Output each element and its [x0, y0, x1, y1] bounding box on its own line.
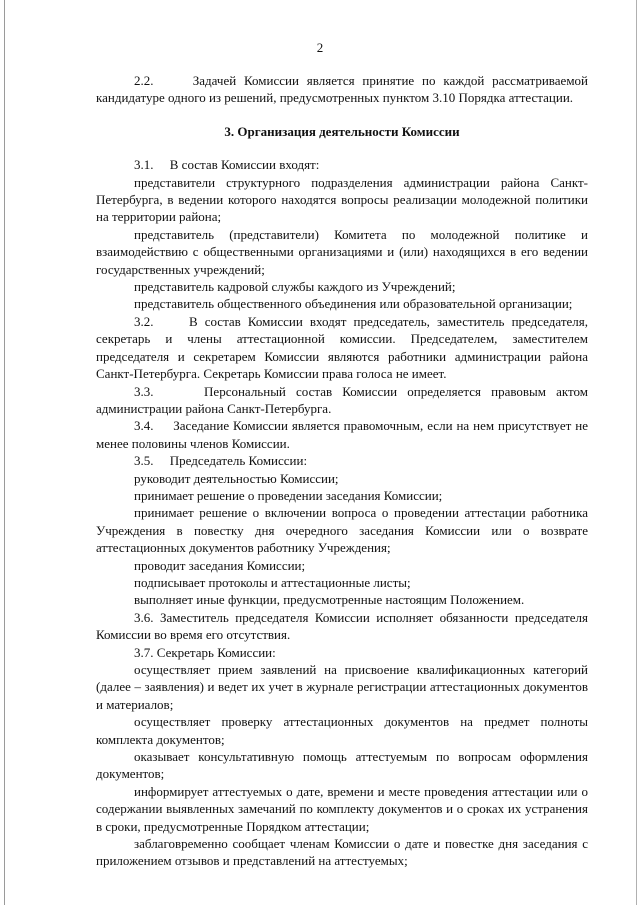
scan-edge-right: [636, 0, 637, 905]
paragraph-3-5-item: проводит заседания Комиссии;: [134, 557, 306, 573]
paragraph-3-5-item: принимает решение о проведении заседания Комиссии;: [134, 487, 443, 503]
paragraph-3-7-item: оказывает консультативную помощь аттестуемым по вопросам оформления документов;: [96, 749, 588, 782]
scan-edge-left: [4, 0, 5, 905]
paragraph-3-7-item: информирует аттестуемых о дате, времени и месте проведения аттестации или о содержании выявленных замечаний по комплекту документов и о сроках их устранения в сроки, предусмотренные Порядком аттестации;: [96, 783, 588, 834]
document-body: [96, 72, 588, 870]
paragraph-3-1-item: представитель общественного объединения или образовательной организации;: [134, 296, 573, 312]
paragraph-3-4: 3.4. Заседание Комиссии является правомочным, если на нем присутствует не менее половины членов Комиссии.: [96, 418, 588, 451]
paragraph-3-5-item: подписывает протоколы и аттестационные листы;: [134, 574, 411, 590]
paragraph-3-1-item: представители структурного подразделения администрации района Санкт-Петербурга, в ведении которого находятся вопросы реализации молодежной политики на территории района;: [96, 174, 588, 225]
paragraph-3-1: 3.1. В состав Комиссии входят:: [134, 157, 320, 173]
paragraph-3-7-item: заблаговременно сообщает членам Комиссии о дате и повестке дня заседания с приложением отзывов и представлений на аттестуемых;: [96, 836, 588, 869]
paragraph-3-7-item: осуществляет проверку аттестационных документов на предмет полноты комплекта документов;: [96, 714, 588, 747]
paragraph-3-3: 3.3. Персональный состав Комиссии определяется правовым актом администрации района Санкт-Петербурга.: [96, 383, 588, 416]
paragraph-3-7: 3.7. Секретарь Комиссии:: [134, 644, 276, 660]
section-heading-3: 3. Организация деятельности Комиссии: [224, 123, 460, 139]
paragraph-3-2: 3.2. В состав Комиссии входят председатель, заместитель председателя, секретарь и члены аттестационной комиссии. Председателем, заместителем председателя и секретарем Комиссии являются работники администрации района Санкт-Петербурга. Секретарь Комиссии права голоса не имеет.: [96, 313, 588, 382]
paragraph-3-5-item: выполняет иные функции, предусмотренные настоящим Положением.: [134, 592, 525, 608]
paragraph-3-7-item: осуществляет прием заявлений на присвоение квалификационных категорий (далее – заявления) и ведет их учет в журнале регистрации аттестационных документов и материалов;: [96, 662, 588, 712]
paragraph-3-5-item: руководит деятельностью Комиссии;: [134, 470, 339, 486]
paragraph-3-5: 3.5. Председатель Комиссии:: [134, 453, 308, 469]
paragraph-3-1-item: представитель (представители) Комитета по молодежной политике и взаимодействию с общественными организациями и (или) находящихся в его ведении государственных учреждений;: [96, 226, 588, 277]
paragraph-3-5-item: принимает решение о включении вопроса о проведении аттестации работника Учреждения в повестку дня очередного заседания Комиссии или о возврате аттестационных документов работнику Учреждения;: [96, 505, 588, 556]
page-number: 2: [316, 40, 324, 55]
paragraph-2-2: 2.2. Задачей Комиссии является принятие по каждой рассматриваемой кандидатуре одного из решений, предусмотренных пунктом 3.10 Порядка аттестации.: [96, 73, 588, 106]
paragraph-3-6: 3.6. Заместитель председателя Комиссии исполняет обязанности председателя Комиссии во время его отсутствия.: [96, 609, 588, 643]
paragraph-3-1-item: представитель кадровой службы каждого из Учреждений;: [134, 279, 456, 295]
